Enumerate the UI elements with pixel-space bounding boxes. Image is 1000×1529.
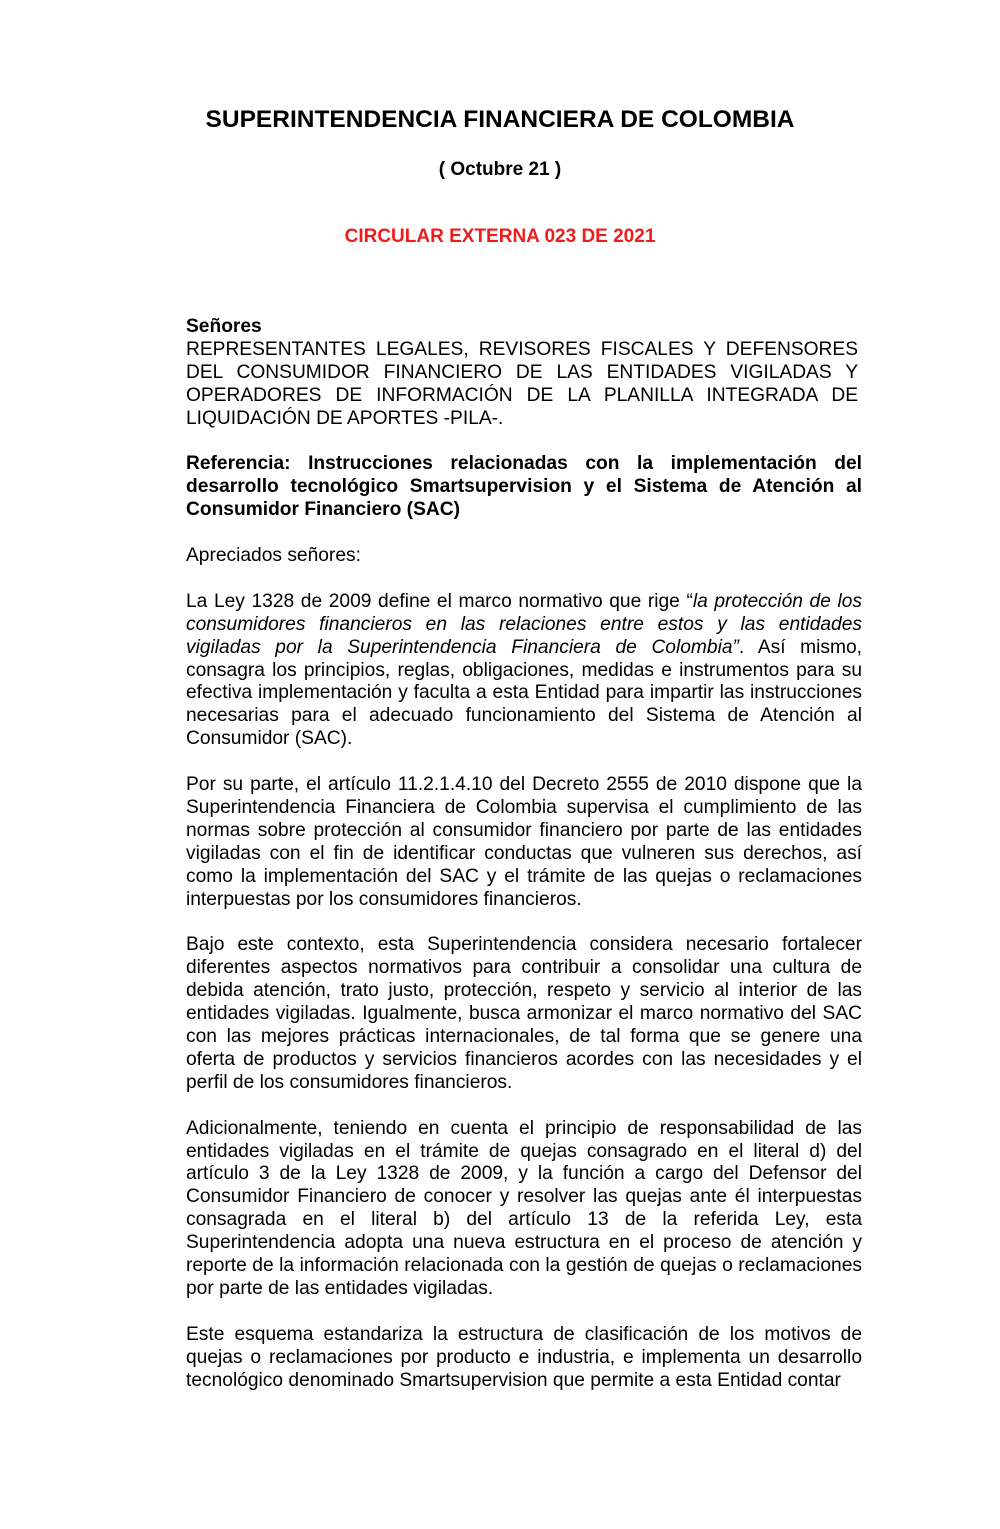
paragraph-ley-1328-intro: La Ley 1328 de 2009 define el marco normativo que rige “ bbox=[186, 590, 693, 612]
paragraph-adicionalmente: Adicionalmente, teniendo en cuenta el principio de responsabilidad de las entidades vigiladas en el trámite de quejas consagrado en el literal d) del artículo 3 de la Ley 1328 de 2009, y la función a cargo del Defensor del Consumidor Financiero de conocer y resolver las quejas ante él interpuestas consagrada en el literal b) del artículo 13 de la referida Ley, esta Superintendencia adopta una nueva estructura en el proceso de atención y reporte de la información relacionada con la gestión de quejas o reclamaciones por parte de las entidades vigiladas. bbox=[186, 1117, 862, 1299]
paragraph-esquema: Este esquema estandariza la estructura de clasificación de los motivos de quejas o reclamaciones por producto e industria, e implementa un desarrollo tecnológico denominado Smartsupervision que permite a esta Entidad contar bbox=[186, 1323, 862, 1391]
paragraph-ley-1328 bbox=[186, 591, 862, 751]
greeting: Apreciados señores: bbox=[186, 545, 361, 567]
addressee-block bbox=[186, 316, 858, 431]
paragraph-decreto-2555: Por su parte, el artículo 11.2.1.4.10 del Decreto 2555 de 2010 dispone que la Superintendencia Financiera de Colombia supervisa el cumplimiento de las normas sobre protección al consumidor financiero por parte de las entidades vigiladas con el fin de identificar conductas que vulneren sus derechos, así como la implementación del SAC y el trámite de las quejas o reclamaciones interpuestas por los consumidores financieros. bbox=[186, 774, 862, 910]
paragraph-ley-1328-quote: la protección de los consumidores financieros en las relaciones entre estos y las entidades vigiladas por la Superintendencia Financiera de Colombia” bbox=[186, 590, 862, 658]
paragraph-contexto: Bajo este contexto, esta Superintendencia considera necesario fortalecer diferentes aspectos normativos para contribuir a consolidar una cultura de debida atención, trato justo, protección, respeto y servicio al interior de las entidades vigiladas. Igualmente, busca armonizar el marco normativo del SAC con las mejores prácticas internacionales, de tal forma que se genere una oferta de productos y servicios financieros acordes con las necesidades y el perfil de los consumidores financieros. bbox=[186, 934, 862, 1093]
document-date: ( Octubre 21 ) bbox=[438, 159, 562, 180]
addressee-recipients: REPRESENTANTES LEGALES, REVISORES FISCALES Y DEFENSORES DEL CONSUMIDOR FINANCIERO DE LAS ENTIDADES VIGILADAS Y OPERADORES DE INFORMACIÓN DE LA PLANILLA INTEGRADA DE LIQUIDACIÓN DE APORTES -PILA-. bbox=[186, 338, 858, 429]
paragraph-ley-1328-rest: . Así mismo, consagra los principios, reglas, obligaciones, medidas e instrumentos para su efectiva implementación y faculta a esta Entidad para impartir las instrucciones necesarias para el adecuado funcionamiento del Sistema de Atención al Consumidor (SAC). bbox=[186, 636, 863, 750]
page-title: SUPERINTENDENCIA FINANCIERA DE COLOMBIA bbox=[205, 106, 795, 133]
reference-paragraph: Referencia: Instrucciones relacionadas con la implementación del desarrollo tecnológico Smartsupervision y el Sistema de Atención al Consumidor Financiero (SAC) bbox=[186, 453, 862, 521]
document-body bbox=[186, 316, 862, 1415]
addressee-label: Señores bbox=[186, 316, 262, 337]
circular-number: CIRCULAR EXTERNA 023 DE 2021 bbox=[344, 226, 656, 247]
